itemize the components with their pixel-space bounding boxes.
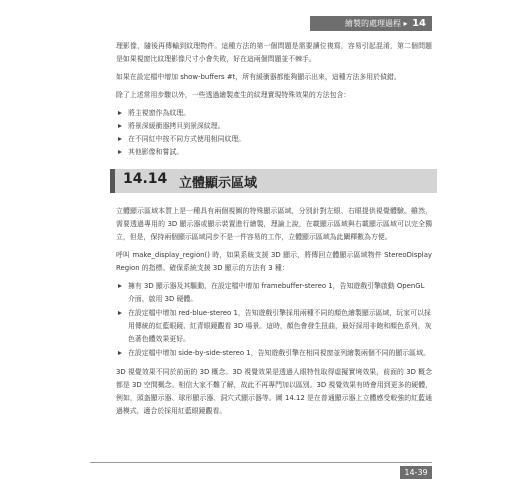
running-title: 繪製的處理過程 (344, 19, 401, 28)
chapter-number: 14 (412, 18, 426, 29)
body-paragraph: 理影像，隨後再傳輸到紋理物件。這種方法的第一個問題是需要讀位複寫，容易引起混淆，第二個問題是如果視窗比紋理影像尺寸小會失敗，好在這兩個問題並不棘手。 (116, 42, 432, 63)
bullet-triangle-icon (118, 111, 122, 115)
section-heading (110, 169, 437, 193)
footer-rule (90, 462, 432, 463)
list-item-text: 將主視窗作為紋理。 (128, 109, 191, 117)
body-paragraph: 3D 視覺效果不同於前面的 3D 概念。3D 視覺效果是透過人眼特性取得虛擬實境效果，前面的 3D 概念都是 3D 空間概念。相信大家不難了解，故此不再專門加以區別。3D 視覺效果有時會用到更多的硬體，例如，頭盔顯示器、球形顯示器、洞穴式顯示器等。圖 14.12 是在普通顯示器上立體感受較強的紅藍通過模式，適合於採用紅藍眼鏡觀看。 (116, 368, 432, 415)
body-paragraph: 立體顯示區域本質上是一種具有兩個視圖的特殊顯示區域，分別針對左眼、右眼提供視覺體驗。雖然，需要透過專用的 3D 顯示器或顯示裝置進行繪製，理論上說，在載顯示區域與右載顯示區域可以完全獨立，但是，保持兩個顯示區域同步不是一件容易的工作，立體顯示區域為此闡釋數為方便。 (116, 207, 432, 241)
list-item-text: 擁有 3D 顯示器及其驅動，在設定檔中增加 framebuffer-stereo 1，告知遊戲引擎啟動 OpenGL 介面，啟用 3D 硬體。 (128, 282, 425, 303)
section-title: 立體顯示區域 (179, 176, 258, 191)
section-bullet-list (116, 280, 432, 360)
bullet-triangle-icon (118, 137, 122, 141)
bullet-triangle-icon (118, 150, 122, 154)
header-separator: ▸ (403, 19, 411, 28)
list-item (116, 107, 432, 120)
section-number: 14.14 (123, 171, 168, 187)
list-item-text: 在設定檔中增加 red-blue-stereo 1，告知遊戲引擎採用兩種不同的顏色繪製顯示區域，玩家可以採用傳統的紅藍眼鏡、紅青眼鏡觀看 3D 場景。這時，顏色會發生扭曲，最好採用非飽和顏色系列，灰色著色體效果更好。 (128, 309, 432, 343)
list-item (116, 146, 432, 159)
intro-bullet-list (116, 107, 432, 159)
bullet-triangle-icon (118, 124, 122, 128)
running-header (310, 16, 432, 31)
list-item-text: 在不同紅中按不同方式使用相同紋理。 (128, 135, 246, 143)
bullet-triangle-icon (118, 311, 122, 315)
bullet-triangle-icon (118, 351, 122, 355)
list-item (116, 120, 432, 133)
list-item (116, 307, 432, 346)
body-paragraph: 如果在設定檔中增加 show-buffers #t，所有緩衝器都能夠顯示出來，這種方法多用於偵錯。 (116, 73, 401, 81)
list-item-text: 將景深緩衝器拷貝到景深紋理。 (128, 122, 225, 130)
list-item-text: 在設定檔中增加 side-by-side-stereo 1，告知遊戲引擎在相同視窗並列繪製兩個不同的顯示區域。 (128, 349, 430, 357)
page-body (116, 40, 432, 423)
bullet-triangle-icon (118, 284, 122, 288)
page-number: 14-39 (400, 466, 432, 479)
body-paragraph: 除了上述常用步驟以外，一些透過繪製產生的紋理實現特殊效果的方法包含： (116, 91, 351, 99)
list-item (116, 280, 432, 306)
list-item (116, 347, 432, 360)
body-paragraph: 呼叫 make_display_region() 時，如果系統支援 3D 顯示，將傳回立體顯示區域物件 StereoDisplayRegion 的指標。確保系統支援 3D 顯示的方法有 3 種： (116, 251, 432, 272)
list-item-text: 其他影像和嘗試。 (128, 148, 184, 156)
list-item (116, 133, 432, 146)
